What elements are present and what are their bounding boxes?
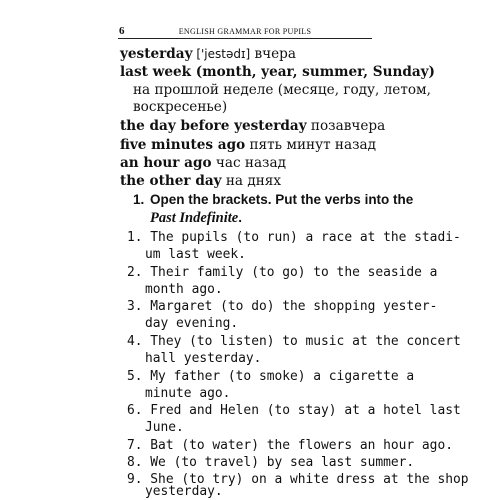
exercise-item-3 (127, 298, 437, 315)
vocab-phonetic: ['jestədɪ] (192, 47, 251, 61)
vocab-term: five minutes ago (120, 137, 246, 153)
vocab-item-the-other-day (120, 173, 281, 190)
vocab-translation: вчера (250, 46, 296, 62)
exercise-text: We (to travel) by sea last summer. (150, 455, 415, 470)
vocab-translation: позавчера (306, 118, 386, 134)
task-number: 1. (133, 192, 145, 207)
task-period: . (238, 210, 242, 225)
page-number: 6 (119, 25, 125, 37)
vocab-term: yesterday (120, 46, 193, 62)
vocab-translation-last-week-cont: воскресенье) (133, 99, 228, 115)
exercise-text: Margaret (to do) the shopping yester- (150, 299, 438, 314)
exercise-item-2-cont: month ago. (145, 282, 223, 297)
exercise-number: 5. (127, 369, 143, 384)
vocab-translation: час назад (211, 155, 286, 171)
exercise-item-3-cont: day evening. (145, 316, 239, 331)
vocab-item-last-week: last week (month, year, summer, Sunday) (120, 64, 435, 80)
vocab-term: the other day (120, 173, 222, 189)
exercise-text: Their family (to go) to the seaside a (150, 265, 438, 280)
exercise-number: 3. (127, 299, 143, 314)
exercise-item-6 (127, 402, 461, 419)
vocab-term: an hour ago (120, 155, 212, 171)
exercise-text: Fred and Helen (to stay) at a hotel last (150, 403, 461, 418)
exercise-item-8 (127, 454, 414, 471)
exercise-text: Bat (to water) the flowers an hour ago. (150, 438, 453, 453)
exercise-item-1-cont: um last week. (145, 247, 246, 262)
exercise-item-6-cont: June. (145, 420, 184, 435)
exercise-item-4-cont: hall yesterday. (145, 351, 262, 366)
running-title: ENGLISH GRAMMAR FOR PUPILS (178, 27, 312, 36)
exercise-item-5-cont: minute ago. (145, 386, 231, 401)
vocab-item-day-before-yesterday (120, 118, 385, 135)
vocab-item-yesterday (120, 46, 296, 63)
exercise-item-1 (127, 229, 461, 246)
exercise-text: They (to listen) to music at the concert (150, 334, 461, 349)
exercise-text: She (to try) on a white dress at the shop (150, 472, 469, 487)
exercise-number: 8. (127, 455, 143, 470)
exercise-text: The pupils (to run) a race at the stadi- (150, 230, 461, 245)
vocab-item-an-hour-ago (120, 155, 286, 172)
vocab-translation: пять минут назад (245, 137, 376, 153)
exercise-item-7 (127, 437, 453, 454)
task-tense-name: Past Indefinite (150, 210, 239, 226)
exercise-item-4 (127, 333, 461, 350)
page-header (118, 26, 372, 39)
task-instruction: Open the brackets. Put the verbs into the (150, 192, 414, 207)
exercise-number: 7. (127, 438, 143, 453)
exercise-item-5 (127, 368, 414, 385)
vocab-translation-last-week: на прошлой неделе (месяце, году, летом, (133, 82, 431, 98)
exercise-number: 4. (127, 334, 143, 349)
exercise-number: 9. (127, 472, 143, 487)
exercise-text: My father (to smoke) a cigarette a (150, 369, 415, 384)
task-instruction-cont (150, 210, 242, 227)
vocab-translation: на днях (221, 173, 282, 189)
exercise-item-9-cont: yesterday. (145, 484, 223, 499)
vocab-term: the day before yesterday (120, 118, 307, 134)
exercise-number: 2. (127, 265, 143, 280)
exercise-number: 6. (127, 403, 143, 418)
exercise-item-2 (127, 264, 437, 281)
vocab-item-five-minutes-ago (120, 137, 376, 154)
exercise-number: 1. (127, 230, 143, 245)
